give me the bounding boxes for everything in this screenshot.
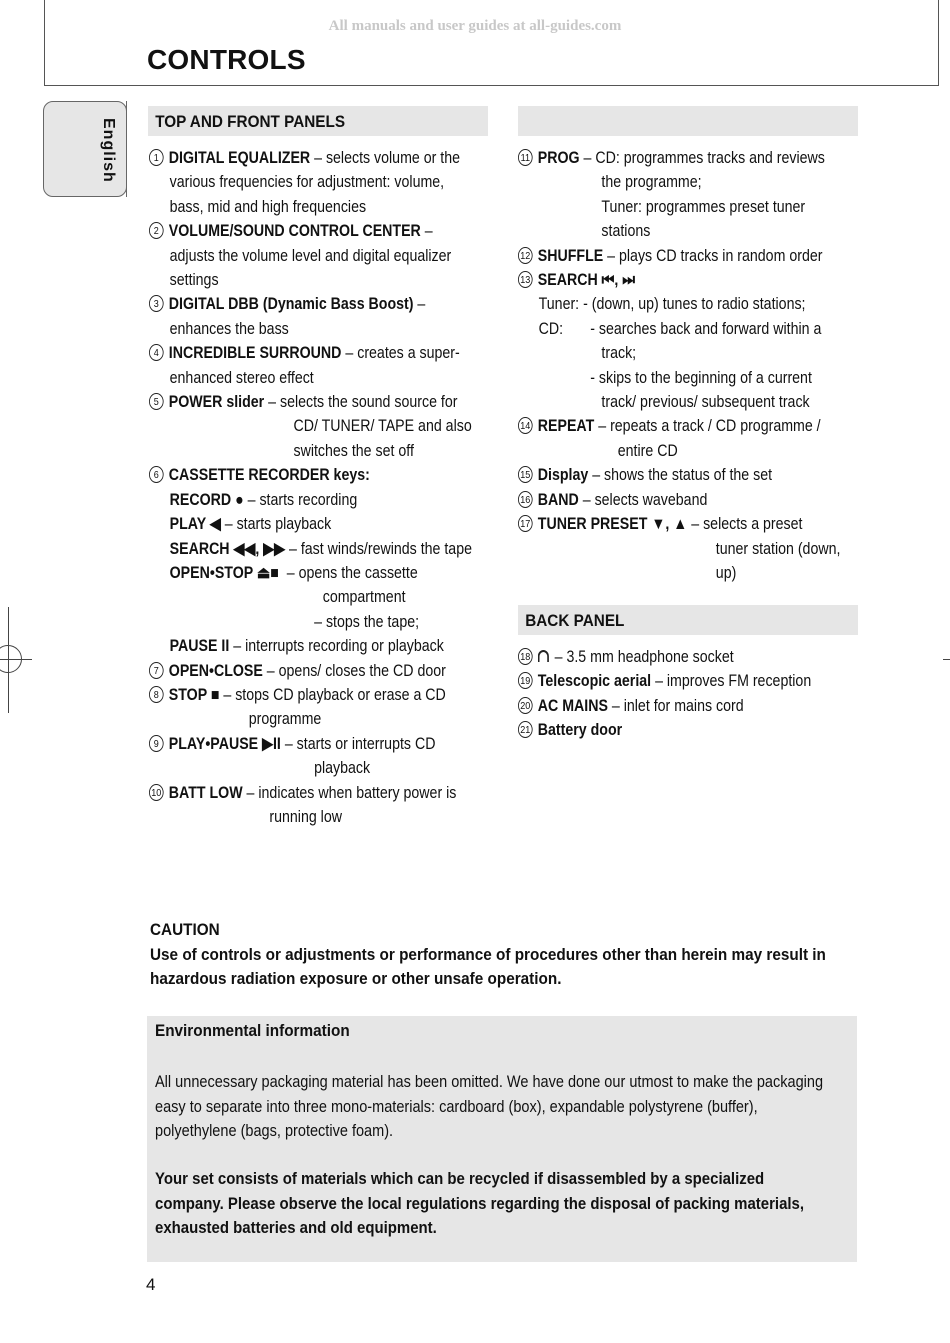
back-item-list xyxy=(518,645,859,743)
environment-title: Environmental information xyxy=(155,1021,350,1040)
item-desc: – repeats a track / CD programme / xyxy=(598,417,821,436)
item-number: 19 xyxy=(518,672,533,689)
item-name: POWER slider xyxy=(168,393,265,412)
item-desc: – plays CD tracks in random order xyxy=(607,246,823,265)
item-number: 9 xyxy=(149,735,164,752)
item-name: PLAY•PAUSE ▶II xyxy=(168,734,281,753)
item-desc: – selects waveband xyxy=(582,490,708,509)
item-desc: – selects volume or the xyxy=(314,149,461,167)
list-item xyxy=(518,414,840,463)
headphone-icon xyxy=(538,650,549,662)
section-bar-top-front xyxy=(148,106,488,136)
item-number: 1 xyxy=(149,149,164,166)
item-desc: – shows the status of the set xyxy=(592,466,773,485)
item-number: 12 xyxy=(518,247,533,264)
item-name: DIGITAL EQUALIZER xyxy=(168,149,311,167)
language-label: English xyxy=(100,118,117,183)
item-desc: enhances the bass xyxy=(169,319,289,338)
item-desc: – CD: programmes tracks and reviews xyxy=(583,149,825,167)
key-desc: – starts recording xyxy=(247,490,358,509)
page-title: CONTROLS xyxy=(147,44,306,75)
right-item-list xyxy=(518,146,893,585)
item-desc: playback xyxy=(314,759,371,778)
item-desc: track/ previous/ subsequent track xyxy=(601,393,810,412)
item-name: VOLUME/SOUND CONTROL CENTER xyxy=(168,222,421,241)
section-heading: BACK PANEL xyxy=(525,611,625,630)
key-desc: – fast winds/rewinds the tape xyxy=(288,539,472,558)
list-item xyxy=(518,512,840,585)
item-name: INCREDIBLE SURROUND xyxy=(168,344,342,363)
item-number: 21 xyxy=(518,721,533,738)
item-desc: the programme; xyxy=(601,173,702,192)
list-item xyxy=(149,732,472,781)
language-tab-rule xyxy=(126,101,127,197)
list-item xyxy=(518,669,811,693)
item-number: 16 xyxy=(518,491,533,508)
key-name: PAUSE II xyxy=(169,637,230,656)
list-item xyxy=(518,718,811,742)
item-desc: – inlet for mains cord xyxy=(611,696,744,715)
item-name: OPEN•CLOSE xyxy=(168,661,263,680)
item-desc: Tuner: programmes preset tuner xyxy=(601,197,806,216)
item-name: Battery door xyxy=(537,721,623,740)
key-name: RECORD ● xyxy=(169,490,244,509)
item-name: CASSETTE RECORDER keys: xyxy=(168,466,370,485)
item-desc: – 3.5 mm headphone socket xyxy=(554,648,734,666)
caution-text: Use of controls or adjustments or performance of procedures other than herein may result in hazardous radiation exposure or other unsafe operation. xyxy=(150,944,826,988)
item-desc: – starts or interrupts CD xyxy=(284,734,436,753)
item-number: 4 xyxy=(149,344,164,361)
item-desc: – xyxy=(417,295,426,314)
item-number: 2 xyxy=(149,222,164,239)
item-desc: – opens/ closes the CD door xyxy=(266,661,446,680)
item-desc: – selects a preset xyxy=(691,515,803,534)
list-item xyxy=(149,463,472,658)
key-desc: – starts playback xyxy=(224,515,332,534)
list-item xyxy=(149,659,472,683)
item-name: STOP ■ xyxy=(168,685,220,704)
list-item xyxy=(518,244,840,268)
list-item xyxy=(518,463,840,487)
item-desc: track; xyxy=(601,344,637,363)
item-desc: running low xyxy=(269,807,342,826)
item-number: 14 xyxy=(518,417,533,434)
item-desc: stations xyxy=(601,222,651,241)
item-name: DIGITAL DBB (Dynamic Bass Boost) xyxy=(168,295,414,314)
header-rule xyxy=(938,0,939,86)
item-number: 15 xyxy=(518,466,533,483)
environment-paragraph-bold: Your set consists of materials which can be recycled if disassembled by a specialized company. Please observe the local regulations regarding the disposal of packing materials, exhausted batteries and old equipment. xyxy=(155,1169,805,1237)
item-name: AC MAINS xyxy=(537,696,608,715)
item-desc: settings xyxy=(169,271,219,290)
section-bar-empty xyxy=(518,106,858,136)
page-number: 4 xyxy=(146,1275,156,1294)
list-item xyxy=(518,146,840,244)
item-desc: adjusts the volume level and digital equalizer xyxy=(169,246,452,265)
item-desc: – creates a super- xyxy=(345,344,460,363)
item-desc: tuner station (down, xyxy=(715,539,841,558)
item-number: 20 xyxy=(518,697,533,714)
item-desc: switches the set off xyxy=(293,441,414,460)
item-desc: – stops CD playback or erase a CD xyxy=(223,685,446,704)
list-item xyxy=(149,341,472,390)
key-name: OPEN•STOP ⏏■ xyxy=(169,563,279,582)
item-desc: Tuner: - (down, up) tunes to radio stations; xyxy=(538,295,806,314)
item-name: SEARCH ⏮, ⏭ xyxy=(537,271,636,290)
key-desc: compartment xyxy=(322,588,406,607)
item-name: Display xyxy=(537,466,589,485)
item-desc: enhanced stereo effect xyxy=(169,368,314,387)
list-item xyxy=(149,219,472,292)
item-desc: – xyxy=(424,222,433,241)
item-number: 13 xyxy=(518,271,533,288)
item-desc: - searches back and forward within a xyxy=(590,319,822,338)
item-name: SHUFFLE xyxy=(537,246,604,265)
list-item xyxy=(518,488,840,512)
environment-paragraph: All unnecessary packaging material has been omitted. We have done our utmost to make the packaging easy to separate into three mono-materials: cardboard (box), expandable polystyrene (buffer), polyethylene (bags, protective foam). xyxy=(155,1073,824,1140)
item-desc: CD: xyxy=(538,319,564,338)
item-desc: up) xyxy=(715,563,737,582)
section-bar-back-panel xyxy=(518,605,858,635)
list-item xyxy=(149,146,472,219)
item-name: BAND xyxy=(537,490,579,509)
item-name: REPEAT xyxy=(537,417,595,436)
item-name: BATT LOW xyxy=(168,783,243,802)
list-item xyxy=(518,268,840,414)
item-number: 17 xyxy=(518,515,533,532)
key-name: SEARCH ◀◀, ▶▶ xyxy=(169,539,286,558)
item-name: TUNER PRESET ▼, ▲ xyxy=(537,515,688,534)
caution-block xyxy=(150,918,861,992)
item-number: 8 xyxy=(149,686,164,703)
item-desc: entire CD xyxy=(617,441,678,460)
crop-mark xyxy=(943,659,950,660)
item-desc: bass, mid and high frequencies xyxy=(169,197,367,216)
key-desc: – interrupts recording or playback xyxy=(233,637,444,656)
list-item xyxy=(518,694,811,718)
item-desc: – selects the sound source for xyxy=(268,393,458,412)
item-number: 11 xyxy=(518,149,533,166)
left-item-list xyxy=(149,146,525,829)
item-number: 10 xyxy=(149,784,164,801)
item-number: 18 xyxy=(518,648,533,665)
item-number: 7 xyxy=(149,662,164,679)
item-desc: - skips to the beginning of a current xyxy=(590,368,812,387)
registration-mark xyxy=(0,645,22,673)
item-desc: CD/ TUNER/ TAPE and also xyxy=(293,417,472,436)
list-item xyxy=(518,645,811,669)
key-desc: – stops the tape; xyxy=(314,612,420,631)
item-number: 3 xyxy=(149,295,164,312)
list-item xyxy=(149,683,472,732)
item-desc: – indicates when battery power is xyxy=(246,783,457,802)
watermark: All manuals and user guides at all-guides.com xyxy=(328,18,622,34)
key-desc: – opens the cassette xyxy=(286,563,418,582)
item-name: PROG xyxy=(537,149,580,167)
item-name: Telescopic aerial xyxy=(537,672,652,691)
caution-title: CAUTION xyxy=(150,920,220,939)
key-name: PLAY ◀ xyxy=(169,515,221,534)
item-number: 5 xyxy=(149,393,164,410)
item-desc: various frequencies for adjustment: volume, xyxy=(169,173,445,192)
list-item xyxy=(149,390,472,463)
list-item xyxy=(149,292,472,341)
item-desc: programme xyxy=(248,710,322,729)
section-heading: TOP AND FRONT PANELS xyxy=(155,112,346,131)
item-number: 6 xyxy=(149,466,164,483)
item-desc: – improves FM reception xyxy=(655,672,812,691)
list-item xyxy=(149,781,472,830)
